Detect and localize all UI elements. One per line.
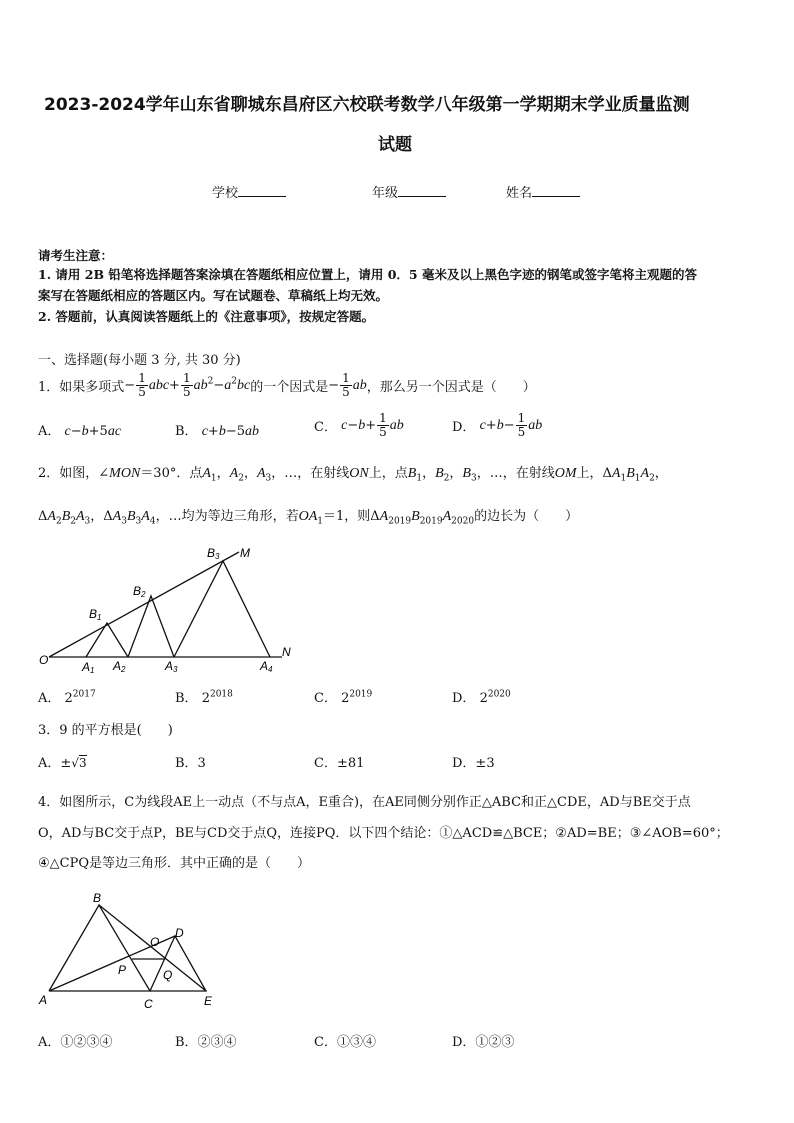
triangle-2 bbox=[128, 596, 174, 657]
q1-option-a[interactable]: A． c−b+5ac bbox=[38, 424, 122, 439]
label-n: N bbox=[282, 645, 291, 659]
q1-suffix: ，那么另一个因式是（ ） bbox=[366, 380, 536, 395]
q1-factor: − $\frac{1}{5}$ ab bbox=[328, 371, 367, 399]
q1-option-c[interactable]: C． c − b + $\frac{1}{5}$ ab bbox=[314, 411, 404, 439]
notice-item1-line1: 1. 请用 2B 铅笔将选择题答案涂填在答题纸相应位置上，请用 0．5 毫米及以上黑色字迹的钢笔或签字笔将主观题的答 bbox=[38, 267, 697, 282]
q2-option-d[interactable]: D． $2^{2020}$ bbox=[452, 689, 511, 706]
q1-option-d[interactable]: D． c + b − $\frac{1}{5}$ ab bbox=[452, 411, 543, 439]
label-b2: B2 bbox=[133, 584, 146, 599]
q4-option-a[interactable]: A．①②③④ bbox=[38, 1035, 113, 1050]
label-b: B bbox=[93, 891, 102, 905]
q1-option-b[interactable]: B． c+b−5ab bbox=[175, 424, 259, 439]
label-b1: B1 bbox=[89, 607, 102, 622]
label-a1: A1 bbox=[82, 660, 95, 675]
q3-option-c[interactable]: C．±81 bbox=[314, 756, 365, 771]
q3-stem: 3．9 的平方根是( ) bbox=[38, 723, 173, 738]
grade-label: 年级 bbox=[372, 186, 399, 201]
q1-polynomial: − $\frac{1}{5}$ abc+ $\frac{1}{5}$ $ab^2-a^2bc$ bbox=[124, 371, 251, 399]
notice-heading: 请考生注意： bbox=[38, 248, 114, 263]
section1-heading: 一、选择题(每小题 3 分, 共 30 分) bbox=[38, 353, 241, 368]
q1-prefix: 1．如果多项式 bbox=[38, 380, 125, 395]
q3-option-b[interactable]: B．3 bbox=[175, 756, 206, 771]
q4-stem-line2: O，AD与BC交于点P，BE与CD交于点Q，连接PQ．以下四个结论：①△ACD≌△BCE；②AD=BE；③∠AOB=60°； bbox=[38, 826, 729, 841]
q4-stem-line1: 4．如图所示，C为线段AE上一动点（不与点A，E重合)，在AE同侧分别作正△ABC和正△CDE，AD与BE交于点 bbox=[38, 795, 691, 810]
q4-stem-line3: ④△CPQ是等边三角形．其中正确的是（ ） bbox=[38, 856, 311, 871]
name-blank bbox=[532, 184, 580, 197]
notice-item1-line2: 案写在答题纸相应的答题区内。写在试题卷、草稿纸上均无效。 bbox=[38, 288, 389, 303]
label-q: Q bbox=[163, 968, 173, 982]
triangle-1 bbox=[86, 623, 128, 657]
label-c: C bbox=[144, 997, 153, 1011]
page-title-line2: 试题 bbox=[378, 135, 412, 155]
q2-option-a[interactable]: A． $2^{2017}$ bbox=[38, 689, 96, 706]
label-a: A bbox=[39, 993, 48, 1007]
triangle-abc bbox=[49, 905, 150, 991]
label-d: D bbox=[175, 926, 184, 940]
q2-stem-line2: $\Delta A_2B_2A_3$，$\Delta A_3B_3A_4$，…均为等边三角形，若$OA_1=1$，则$\Delta A_{2019}B_{2019}A_{2020}$的边长为（ ） bbox=[38, 509, 579, 527]
ray-om bbox=[49, 552, 239, 657]
school-blank bbox=[238, 184, 286, 197]
label-a4: A4 bbox=[260, 659, 273, 674]
q4-option-b[interactable]: B．②③④ bbox=[175, 1035, 237, 1050]
triangle-3 bbox=[174, 561, 270, 657]
q4-option-d[interactable]: D．①②③ bbox=[452, 1035, 515, 1050]
label-b3: B3 bbox=[207, 546, 220, 561]
school-label: 学校 bbox=[212, 186, 239, 201]
q3-option-a[interactable]: A．±√3 bbox=[38, 756, 87, 771]
label-a3: A3 bbox=[165, 659, 178, 674]
grade-blank bbox=[398, 184, 446, 197]
grade-field bbox=[372, 182, 446, 201]
q2-stem-line1: 2．如图，∠MON＝30°．点$A_1$，$A_2$，$A_3$，…，在射线ON上，点$B_1$，$B_2$，$B_3$，…，在射线OM上，$\Delta A_1B_1A_2$， bbox=[38, 466, 668, 484]
page-title: 2023-2024学年山东省聊城东昌府区六校联考数学八年级第一学期期末学业质量监测 bbox=[44, 95, 690, 115]
label-o: O bbox=[150, 935, 160, 949]
label-a2: A2 bbox=[113, 659, 126, 674]
label-p: P bbox=[118, 963, 127, 977]
school-field bbox=[212, 182, 286, 201]
q2-option-c[interactable]: C． $2^{2019}$ bbox=[314, 689, 373, 706]
q3-option-d[interactable]: D．±3 bbox=[452, 756, 495, 771]
name-label: 姓名 bbox=[506, 186, 533, 201]
q2-option-b[interactable]: B． $2^{2018}$ bbox=[175, 689, 233, 706]
q2-figure bbox=[34, 540, 304, 675]
q1-stem bbox=[38, 372, 536, 399]
label-o: O bbox=[39, 653, 49, 667]
notice-item2: 2. 答题前，认真阅读答题纸上的《注意事项》，按规定答题。 bbox=[38, 309, 375, 324]
q4-option-c[interactable]: C．①③④ bbox=[314, 1035, 376, 1050]
q4-figure bbox=[36, 885, 226, 1015]
label-m: M bbox=[240, 546, 250, 560]
name-field bbox=[506, 182, 580, 201]
label-e: E bbox=[204, 994, 213, 1008]
q1-mid: 的一个因式是 bbox=[250, 380, 329, 395]
